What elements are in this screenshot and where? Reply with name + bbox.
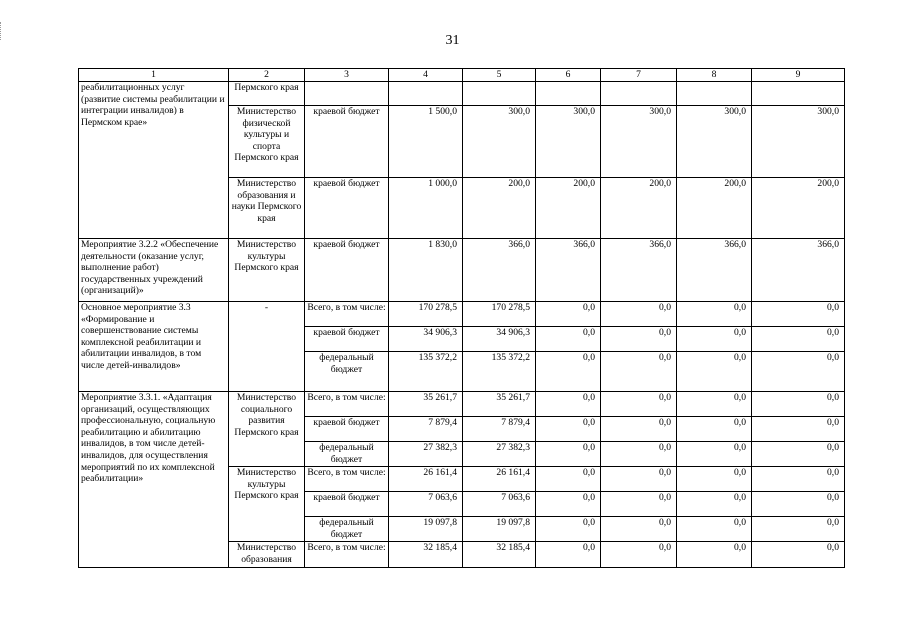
value-cell: 0,0 xyxy=(601,442,677,467)
value-cell: 0,0 xyxy=(601,517,677,542)
activity-name: Мероприятие 3.3.1. «Адаптация организаций, осуществляющих профессиональную, социальную реабилитацию и абилитацию инвалидов, в том числе детей-инвалидов, для осуществления мероприятий по их комплексной реабилитации» xyxy=(79,392,229,568)
col-header: 8 xyxy=(677,69,752,82)
value-cell: 32 185,4 xyxy=(463,542,536,568)
value-cell: 0,0 xyxy=(677,542,752,568)
activity-name: реабилитационных услуг (развитие системы реабилитации и интеграции инвалидов) в Пермском крае» xyxy=(79,82,229,239)
value-cell: 1 000,0 xyxy=(389,178,463,239)
source-cell: федеральный бюджет xyxy=(305,352,389,392)
value-cell: 27 382,3 xyxy=(463,442,536,467)
value-cell: 0,0 xyxy=(677,517,752,542)
value-cell: 7 063,6 xyxy=(389,492,463,517)
executor-cell: Министерство образования и науки Пермского края xyxy=(229,178,305,239)
table-row xyxy=(79,82,845,106)
value-cell: 300,0 xyxy=(536,106,601,178)
value-cell: 0,0 xyxy=(536,417,601,442)
value-cell: 200,0 xyxy=(677,178,752,239)
value-cell: 0,0 xyxy=(601,302,677,327)
source-cell: федеральный бюджет xyxy=(305,517,389,542)
value-cell: 170 278,5 xyxy=(463,302,536,327)
value-cell: 0,0 xyxy=(677,302,752,327)
source-cell: краевой бюджет xyxy=(305,178,389,239)
value-cell: 32 185,4 xyxy=(389,542,463,568)
value-cell: 0,0 xyxy=(601,492,677,517)
value-cell: 0,0 xyxy=(536,352,601,392)
executor-cell: Министерство физической культуры и спорта Пермского края xyxy=(229,106,305,178)
value-cell: 0,0 xyxy=(677,492,752,517)
col-header: 9 xyxy=(752,69,845,82)
value-cell: 300,0 xyxy=(752,106,845,178)
value-cell: 366,0 xyxy=(601,239,677,302)
source-cell: федеральный бюджет xyxy=(305,442,389,467)
value-cell: 170 278,5 xyxy=(389,302,463,327)
col-header: 4 xyxy=(389,69,463,82)
value-cell: 7 879,4 xyxy=(463,417,536,442)
value-cell: 300,0 xyxy=(601,106,677,178)
value-cell: 7 879,4 xyxy=(389,417,463,442)
executor-cell: Министерство образования xyxy=(229,542,305,568)
program-funding-table xyxy=(78,68,845,568)
value-cell: 0,0 xyxy=(601,417,677,442)
value-cell: 0,0 xyxy=(601,392,677,417)
source-cell: Всего, в том числе: xyxy=(305,467,389,492)
value-cell: 0,0 xyxy=(536,542,601,568)
value-cell: 366,0 xyxy=(536,239,601,302)
table-row xyxy=(79,239,845,302)
value-cell: 366,0 xyxy=(752,239,845,302)
page-number: 31 xyxy=(445,33,460,48)
value-cell: 0,0 xyxy=(752,392,845,417)
col-header: 3 xyxy=(305,69,389,82)
value-cell: 0,0 xyxy=(752,442,845,467)
value-cell: 200,0 xyxy=(752,178,845,239)
table-row xyxy=(79,302,845,327)
activity-name: Основное мероприятие 3.3 «Формирование и совершенствование системы комплексной реабилитации и абилитации инвалидов, в том числе детей-инвалидов» xyxy=(79,302,229,392)
value-cell: 0,0 xyxy=(601,327,677,352)
value-cell: 1 830,0 xyxy=(389,239,463,302)
value-cell: 0,0 xyxy=(752,467,845,492)
value-cell: 200,0 xyxy=(463,178,536,239)
source-cell: краевой бюджет xyxy=(305,327,389,352)
executor-cell: Министерство культуры Пермского края xyxy=(229,239,305,302)
value-cell: 135 372,2 xyxy=(389,352,463,392)
value-cell: 0,0 xyxy=(536,327,601,352)
value-cell: 26 161,4 xyxy=(389,467,463,492)
source-cell: Всего, в том числе: xyxy=(305,542,389,568)
table-row xyxy=(79,392,845,417)
value-cell: 200,0 xyxy=(536,178,601,239)
executor-cell: - xyxy=(229,302,305,392)
value-cell: 0,0 xyxy=(536,302,601,327)
value-cell: 1 500,0 xyxy=(389,106,463,178)
value-cell: 0,0 xyxy=(536,392,601,417)
value-cell: 26 161,4 xyxy=(463,467,536,492)
source-cell: краевой бюджет xyxy=(305,492,389,517)
col-header: 2 xyxy=(229,69,305,82)
source-cell: краевой бюджет xyxy=(305,417,389,442)
value-cell: 0,0 xyxy=(677,352,752,392)
value-cell: 0,0 xyxy=(752,302,845,327)
value-cell: 34 906,3 xyxy=(389,327,463,352)
value-cell: 19 097,8 xyxy=(389,517,463,542)
value-cell: 0,0 xyxy=(601,352,677,392)
value-cell: 19 097,8 xyxy=(463,517,536,542)
value-cell: 0,0 xyxy=(752,542,845,568)
col-header: 1 xyxy=(79,69,229,82)
value-cell: 366,0 xyxy=(677,239,752,302)
value-cell: 0,0 xyxy=(752,327,845,352)
value-cell: 200,0 xyxy=(601,178,677,239)
value-cell: 35 261,7 xyxy=(389,392,463,417)
value-cell: 0,0 xyxy=(677,392,752,417)
col-header: 7 xyxy=(601,69,677,82)
value-cell: 0,0 xyxy=(677,467,752,492)
value-cell: 34 906,3 xyxy=(463,327,536,352)
value-cell: 7 063,6 xyxy=(463,492,536,517)
value-cell: 0,0 xyxy=(536,517,601,542)
value-cell: 0,0 xyxy=(752,352,845,392)
value-cell: 0,0 xyxy=(677,327,752,352)
value-cell: 0,0 xyxy=(601,542,677,568)
column-number-row xyxy=(79,69,845,82)
value-cell: 0,0 xyxy=(752,417,845,442)
executor-cell: Пермского края xyxy=(229,82,305,106)
col-header: 5 xyxy=(463,69,536,82)
value-cell: 0,0 xyxy=(536,467,601,492)
source-cell: Всего, в том числе: xyxy=(305,392,389,417)
value-cell: 0,0 xyxy=(536,442,601,467)
activity-name: Мероприятие 3.2.2 «Обеспечение деятельности (оказание услуг, выполнение работ) государственных учреждений (организаций)» xyxy=(79,239,229,302)
value-cell: 35 261,7 xyxy=(463,392,536,417)
value-cell: 366,0 xyxy=(463,239,536,302)
value-cell: 0,0 xyxy=(752,517,845,542)
value-cell: 135 372,2 xyxy=(463,352,536,392)
value-cell: 0,0 xyxy=(677,417,752,442)
value-cell: 0,0 xyxy=(536,492,601,517)
value-cell: 0,0 xyxy=(601,467,677,492)
value-cell: 0,0 xyxy=(677,442,752,467)
col-header: 6 xyxy=(536,69,601,82)
value-cell: 0,0 xyxy=(752,492,845,517)
executor-cell: Министерство культуры Пермского края xyxy=(229,467,305,542)
value-cell: 300,0 xyxy=(677,106,752,178)
value-cell: 300,0 xyxy=(463,106,536,178)
executor-cell: Министерство социального развития Пермского края xyxy=(229,392,305,467)
value-cell: 27 382,3 xyxy=(389,442,463,467)
source-cell: Всего, в том числе: xyxy=(305,302,389,327)
source-cell: краевой бюджет xyxy=(305,106,389,178)
source-cell: краевой бюджет xyxy=(305,239,389,302)
